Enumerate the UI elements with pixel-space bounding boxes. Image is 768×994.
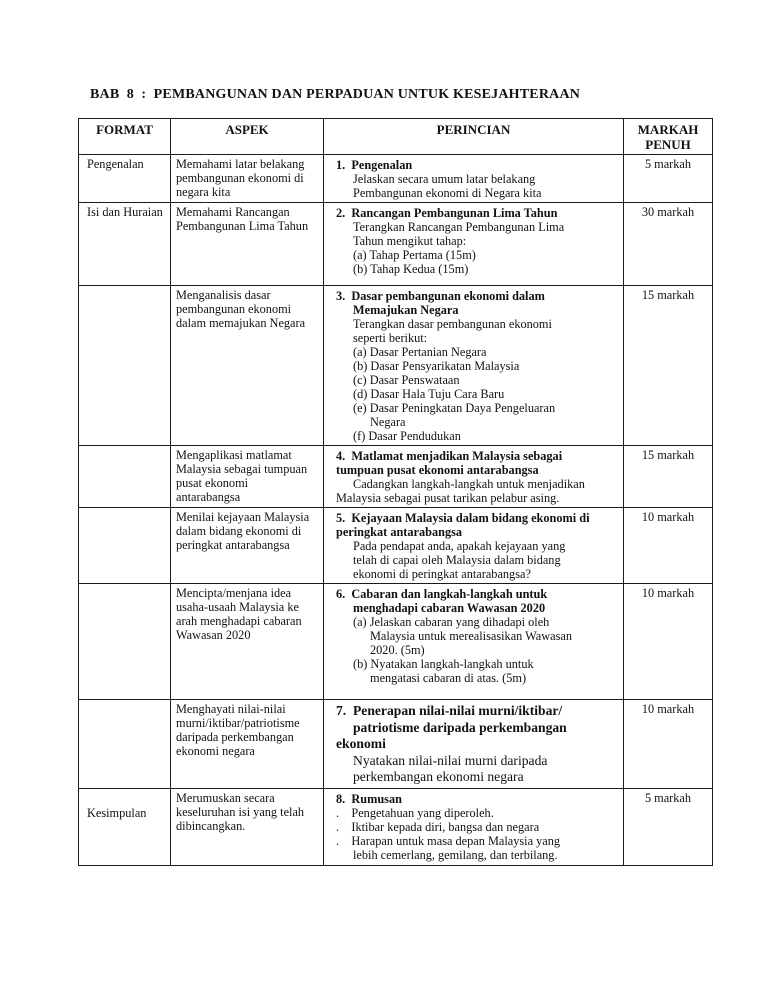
markah-cell: 30 markah [624, 203, 713, 286]
perincian-line: Pembangunan ekonomi di Negara kita [353, 186, 542, 200]
table-row [79, 446, 713, 508]
format-cell [79, 584, 171, 700]
perincian-line: Terangkan dasar pembangunan ekonomi [353, 317, 552, 331]
perincian-line: Tahun mengikut tahap: [353, 234, 467, 248]
aspek-cell: Merumuskan secara keseluruhan isi yang telah dibincangkan. [171, 788, 324, 865]
table-row [79, 286, 713, 446]
perincian-line: 8. Rumusan [336, 791, 402, 806]
perincian-line: ekonomi di peringkat antarabangsa? [353, 567, 531, 581]
perincian-line: 5. Kejayaan Malaysia dalam bidang ekonomi di [336, 511, 590, 525]
table-row [79, 155, 713, 203]
perincian-line: 2. Rancangan Pembangunan Lima Tahun [336, 206, 558, 220]
aspek-cell: Menilai kejayaan Malaysia dalam bidang ekonomi di peringkat antarabangsa [171, 508, 324, 584]
format-cell [79, 508, 171, 584]
aspek-cell: Menganalisis dasar pembangunan ekonomi dalam memajukan Negara [171, 286, 324, 446]
markah-cell: 10 markah [624, 700, 713, 789]
perincian-line: Terangkan Rancangan Pembangunan Lima [353, 220, 565, 234]
perincian-line: telah di capai oleh Malaysia dalam bidang [353, 553, 561, 567]
perincian-line: 3. Dasar pembangunan ekonomi dalam [336, 289, 545, 303]
perincian-line: 4. Matlamat menjadikan Malaysia sebagai [336, 449, 563, 463]
perincian-cell [324, 203, 624, 286]
aspek-cell: Memahami latar belakang pembangunan ekonomi di negara kita [171, 155, 324, 203]
perincian-line: Memajukan Negara [353, 303, 459, 317]
perincian-line: . Iktibar kepada diri, bangsa dan negara [336, 819, 540, 834]
perincian-line: (b) Dasar Pensyarikatan Malaysia [353, 359, 520, 373]
table-row [79, 584, 713, 700]
table-row [79, 203, 713, 286]
perincian-line: Cadangkan langkah-langkah untuk menjadikan [353, 477, 585, 491]
header-row [79, 119, 713, 155]
perincian-cell [324, 788, 624, 865]
perincian-cell [324, 286, 624, 446]
perincian-line: Malaysia untuk merealisasikan Wawasan [370, 629, 572, 643]
perincian-line: (d) Dasar Hala Tuju Cara Baru [353, 387, 505, 401]
perincian-line: 7. Penerapan nilai-nilai murni/iktibar/ [336, 703, 563, 718]
aspek-cell: Mengaplikasi matlamat Malaysia sebagai tumpuan pusat ekonomi antarabangsa [171, 446, 324, 508]
perincian-line: (e) Dasar Peningkatan Daya Pengeluaran [353, 401, 556, 415]
table-body [79, 155, 713, 866]
table-row [79, 700, 713, 789]
table-header [79, 119, 713, 155]
perincian-line: 2020. (5m) [370, 643, 425, 657]
format-cell [79, 286, 171, 446]
perincian-line: (b) Tahap Kedua (15m) [353, 262, 469, 276]
perincian-line: ekonomi [336, 736, 386, 751]
perincian-line: peringkat antarabangsa [336, 525, 463, 539]
perincian-line: (a) Dasar Pertanian Negara [353, 345, 487, 359]
page-title: BAB 8 : PEMBANGUNAN DAN PERPADUAN UNTUK KESEJAHTERAAN [90, 87, 581, 102]
perincian-line: mengatasi cabaran di atas. (5m) [370, 671, 527, 685]
perincian-line: . Harapan untuk masa depan Malaysia yang [336, 833, 561, 848]
perincian-line: lebih cemerlang, gemilang, dan terbilang. [353, 847, 558, 862]
aspek-cell: Mencipta/menjana idea usaha-usaah Malaysia ke arah menghadapi cabaran Wawasan 2020 [171, 584, 324, 700]
perincian-line: patriotisme daripada perkembangan [353, 719, 567, 735]
perincian-line: tumpuan pusat ekonomi antarabangsa [336, 463, 539, 477]
markah-cell: 5 markah [624, 788, 713, 865]
perincian-line: Jelaskan secara umum latar belakang [353, 172, 536, 186]
perincian-line: perkembangan ekonomi negara [353, 769, 524, 784]
perincian-line: Pada pendapat anda, apakah kejayaan yang [353, 539, 566, 553]
format-cell: Isi dan Huraian [79, 203, 171, 286]
markah-cell: 15 markah [624, 286, 713, 446]
markah-cell: 10 markah [624, 584, 713, 700]
perincian-line: . Pengetahuan yang diperoleh. [336, 805, 494, 820]
exam-format-table [78, 118, 713, 866]
perincian-line: menghadapi cabaran Wawasan 2020 [353, 601, 546, 615]
column-header-aspek: ASPEK [171, 119, 324, 155]
perincian-cell [324, 155, 624, 203]
markah-cell: 10 markah [624, 508, 713, 584]
perincian-line: (b) Nyatakan langkah-langkah untuk [353, 657, 534, 671]
perincian-line: 6. Cabaran dan langkah-langkah untuk [336, 587, 548, 601]
markah-cell: 15 markah [624, 446, 713, 508]
format-cell: Pengenalan [79, 155, 171, 203]
perincian-cell [324, 700, 624, 789]
table-row [79, 788, 713, 865]
perincian-line: 1. Pengenalan [336, 158, 413, 172]
markah-cell: 5 markah [624, 155, 713, 203]
perincian-cell [324, 584, 624, 700]
format-cell [79, 700, 171, 789]
table-row [79, 508, 713, 584]
perincian-line: Malaysia sebagai pusat tarikan pelabur asing. [336, 491, 560, 505]
aspek-cell: Memahami Rancangan Pembangunan Lima Tahun [171, 203, 324, 286]
perincian-line: Negara [370, 415, 406, 429]
perincian-line: (f) Dasar Pendudukan [353, 429, 461, 443]
format-cell: Kesimpulan [79, 788, 171, 865]
column-header-perincian: PERINCIAN [324, 119, 624, 155]
perincian-line: seperti berikut: [353, 331, 428, 345]
perincian-line: (a) Tahap Pertama (15m) [353, 248, 476, 262]
column-header-markah-penuh: MARKAH PENUH [624, 119, 713, 155]
perincian-line: (c) Dasar Penswataan [353, 373, 460, 387]
perincian-cell [324, 508, 624, 584]
aspek-cell: Menghayati nilai-nilai murni/iktibar/patriotisme daripada perkembangan ekonomi negara [171, 700, 324, 789]
perincian-line: (a) Jelaskan cabaran yang dihadapi oleh [353, 615, 550, 629]
perincian-line: Nyatakan nilai-nilai murni daripada [353, 752, 548, 768]
format-cell [79, 446, 171, 508]
perincian-cell [324, 446, 624, 508]
column-header-format: FORMAT [79, 119, 171, 155]
